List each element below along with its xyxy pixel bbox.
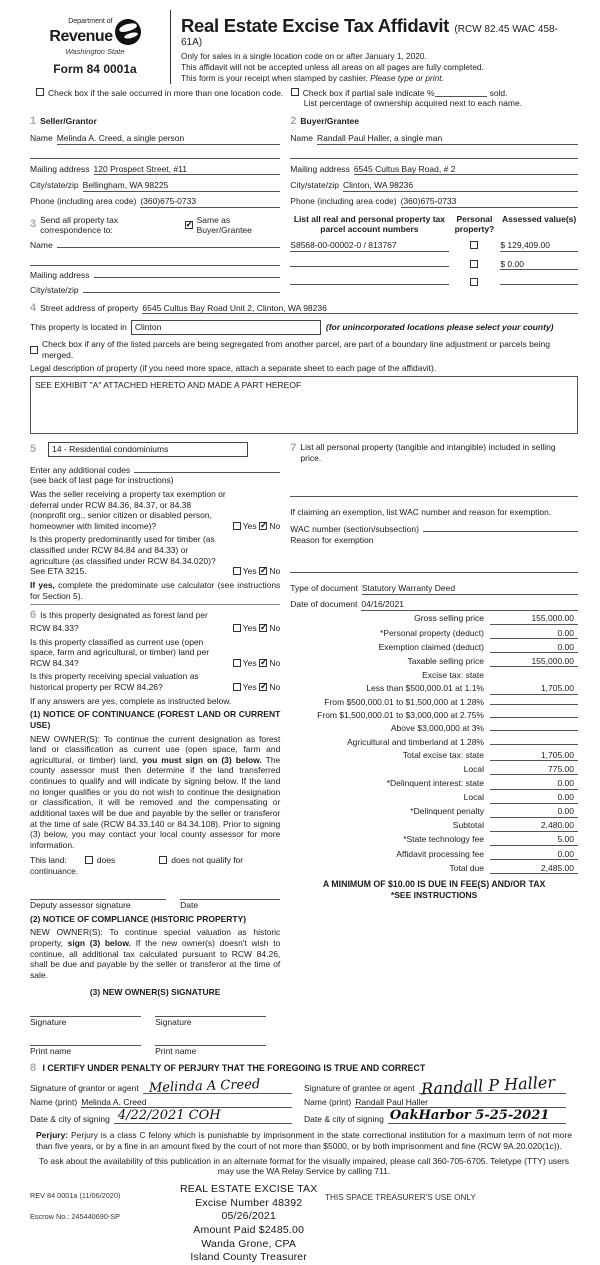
if-yes-note-bold: If yes,	[30, 579, 55, 590]
tax-row-label: Less than $500,000.01 at 1.1%	[366, 683, 484, 694]
tax-row-label: Exemption claimed (deduct)	[378, 641, 484, 652]
current-use-no-checkbox[interactable]: ✓	[260, 656, 268, 667]
new-owner-signature-field-2[interactable]	[155, 1005, 266, 1017]
grantor-signature-handwriting: Melinda A Creed	[148, 1076, 261, 1096]
multiple-location-label: Check box if the sale occurred in more than one location code.	[48, 87, 284, 98]
grantor-print-name-label: Name (print)	[30, 1096, 78, 1107]
grantee-date-city-label: Date & city of signing	[304, 1113, 384, 1124]
stamp-cashier-name: Wanda Grone, CPA	[201, 1237, 297, 1250]
grantee-print-name-label: Name (print)	[304, 1096, 352, 1107]
correspondence-mailing-label: Mailing address	[30, 270, 90, 281]
new-owner-print-name-field-1[interactable]	[30, 1034, 141, 1046]
seller-phone-field[interactable]: (360)675-0733	[140, 196, 280, 208]
assessed-value-field-1[interactable]: $ 129,409.00	[500, 240, 578, 252]
buyer-name-label: Name	[290, 133, 313, 144]
grantee-date-handwriting: OakHarbor 5-25-2021	[389, 1108, 550, 1124]
segregated-checkbox[interactable]	[30, 346, 38, 354]
additional-codes-note: (see back of last page for instructions)	[30, 475, 174, 486]
revenue-wordmark: Revenue	[49, 27, 113, 45]
new-owners-signature-title: (3) NEW OWNER(S) SIGNATURE	[89, 986, 221, 997]
timber-no-checkbox[interactable]: ✓	[260, 565, 268, 576]
print-name-label: Print name	[155, 1045, 197, 1056]
treasurer-use-label: THIS SPACE TREASURER'S USE ONLY	[325, 1192, 476, 1202]
ownership-percent-note: List percentage of ownership acquired next to each name.	[303, 98, 523, 109]
personal-property-header: Personal property?	[454, 213, 495, 235]
additional-codes-label: Enter any additional codes	[30, 464, 131, 475]
buyer-mailing-field[interactable]: 6545 Cultus Bay Road, # 2	[354, 164, 578, 176]
no-label: No	[269, 657, 281, 668]
grantee-signature-label: Signature of grantee or agent	[304, 1083, 415, 1094]
tax-row-label: *State technology fee	[403, 834, 484, 845]
personal-property-list-field[interactable]	[290, 487, 578, 497]
washington-state-label: Washington State	[65, 46, 125, 56]
type-or-print-note: Please type or print.	[370, 73, 444, 84]
partial-sale-percent-field[interactable]	[435, 88, 487, 97]
if-yes-note: complete the predominate use calculator (see instructions for Section 5).	[30, 579, 281, 601]
total-due-field[interactable]: 2,485.00	[490, 863, 578, 875]
multiple-location-checkbox[interactable]	[36, 88, 44, 96]
buyer-name-field[interactable]: Randall Paul Haller, a single man	[317, 133, 578, 145]
excise-tax-state-heading: Excise tax: state	[422, 669, 484, 680]
timber-agriculture-question: Is this property predominantly used for timber (as classified under RCW 84.84 and 84.33) or agriculture (as classified under RCW 84.34.020)? See ETA 3215.	[30, 534, 216, 577]
section-1-number: 1	[30, 114, 37, 127]
no-label: No	[269, 682, 281, 693]
seller-mailing-field[interactable]: 120 Prospect Street, #11	[94, 164, 281, 176]
partial-sale-label: Check box if partial sale indicate %	[302, 87, 435, 98]
section-8-number: 8	[30, 1062, 37, 1075]
stamp-amount-paid: Amount Paid $2485.00	[193, 1223, 305, 1236]
does-label: does	[96, 854, 116, 865]
seller-phone-label: Phone (including area code)	[30, 196, 137, 207]
tax-correspondence-label: Send all property tax correspondence to:	[40, 214, 119, 236]
exemption-deferral-question: Was the seller receiving a property tax exemption or deferral under RCW 84.36, 84.37, or 84.38 (nonprofit org., senior citizen or disabled person, homeowner with limited income)?	[30, 488, 226, 531]
same-as-buyer-checkbox[interactable]: ✓	[185, 219, 194, 230]
exemption-no-checkbox[interactable]: ✓	[260, 519, 268, 530]
tax-row-label: Total due	[449, 862, 484, 873]
header-note-1: Only for sales in a single location code on or after January 1, 2020.	[181, 50, 427, 61]
segregated-label: Check box if any of the listed parcels are being segregated from another parcel, are part of a boundary line adjustment or parcels being merged.	[42, 339, 550, 360]
personal-property-deduct-field[interactable]: 0.00	[490, 628, 578, 640]
land-does-qualify-checkbox[interactable]	[85, 856, 93, 864]
taxable-selling-price-field[interactable]: 155,000.00	[490, 656, 578, 668]
parcel-row	[290, 240, 578, 252]
correspondence-name-label: Name	[30, 240, 53, 251]
stamp-title: REAL ESTATE EXCISE TAX	[180, 1182, 318, 1195]
buyer-city-field[interactable]: Clinton, WA 98236	[343, 180, 578, 192]
seller-city-label: City/state/zip	[30, 179, 79, 190]
notice-continuance-title: (1) NOTICE OF CONTINUANCE (FOREST LAND OR CURRENT USE)	[30, 709, 281, 730]
yes-label: Yes	[242, 566, 257, 577]
type-of-document-field[interactable]: Statutory Warranty Deed	[362, 583, 578, 595]
buyer-phone-label: Phone (including area code)	[290, 196, 397, 207]
section-5-number: 5	[30, 442, 37, 455]
notice-compliance-body: NEW OWNER(S): To continue special valuation as historic property, sign (3) below. If the new owner(s) doesn't wish to continue, all additional tax calculated pursuant to RCW 84.26, shall be due and payable by the seller or transferor at the time of sale.	[30, 927, 281, 980]
section-6-number: 6	[30, 609, 37, 622]
property-located-label: This property is located in	[30, 322, 127, 333]
section-7-number: 7	[290, 442, 297, 455]
buyer-mailing-label: Mailing address	[290, 163, 350, 174]
land-use-code-select[interactable]: 14 - Residential condominiums	[48, 442, 248, 457]
dor-logo-icon	[115, 19, 141, 45]
assessed-value-header: Assessed value(s)	[502, 213, 577, 224]
parcel-numbers-header: List all real and personal property tax parcel account numbers	[293, 213, 445, 235]
seller-mailing-label: Mailing address	[30, 163, 90, 174]
seller-grantor-heading: Seller/Grantor	[40, 115, 97, 126]
yes-label: Yes	[242, 657, 257, 668]
parcel-row	[290, 275, 578, 288]
date-of-document-label: Date of document	[290, 599, 358, 610]
header-note-3: This form is your receipt when stamped by cashier.	[181, 73, 371, 84]
land-does-not-qualify-checkbox[interactable]	[159, 856, 167, 864]
deputy-assessor-signature-field[interactable]	[30, 888, 166, 900]
buyer-grantee-heading: Buyer/Grantee	[300, 115, 360, 126]
buyer-phone-field[interactable]: (360)675-0733	[401, 196, 578, 208]
reason-exemption-field[interactable]	[290, 563, 578, 573]
parcel-table-header	[290, 214, 578, 235]
stamp-treasurer-title: Island County Treasurer	[190, 1251, 308, 1264]
forest-no-checkbox[interactable]: ✓	[260, 621, 268, 632]
section-4-number: 4	[30, 301, 37, 314]
header-note-2: This affidavit will not be accepted unless all areas on all pages are fully completed.	[181, 61, 484, 72]
historic-property-question: Is this property receiving special valuation as historical property per RCW 84.26?	[30, 671, 199, 693]
grantor-date-handwriting: 4/22/2021 COH	[117, 1108, 221, 1124]
perjury-statement: Perjury: Perjury is a class C felony which is punishable by imprisonment in the state correctional institution for a maximum term of not more than five years, or by a fine in an amount fixed by the court of not more than $5000, or by both imprisonment and fine (RCW 9A.20.020(1c)).	[36, 1130, 572, 1152]
gross-selling-price-field[interactable]: 155,000.00	[490, 613, 578, 625]
tier3-tax-field[interactable]	[490, 717, 578, 718]
grantor-print-name-field[interactable]: Melinda A. Creed	[81, 1097, 292, 1109]
local-tax-field[interactable]: 775.00	[490, 764, 578, 776]
buyer-name-field-2[interactable]	[290, 149, 578, 159]
assessed-value-field-3[interactable]	[500, 275, 578, 285]
grantor-signature-field[interactable]	[143, 1076, 292, 1096]
section-3-number: 3	[30, 218, 37, 231]
grantor-date-city-field[interactable]	[114, 1108, 292, 1124]
tax-row-label: *Personal property (deduct)	[380, 627, 484, 638]
personal-property-checkbox-2[interactable]	[470, 260, 478, 268]
street-address-field[interactable]: 6545 Cultus Bay Road Unit 2, Clinton, WA 98236	[142, 303, 578, 315]
seller-name-field-2[interactable]	[30, 149, 280, 159]
tax-row-label: Above $3,000,000 at 3%	[390, 723, 484, 734]
seller-city-field[interactable]: Bellingham, WA 98225	[83, 180, 281, 192]
tax-row-label: *Delinquent interest: state	[386, 777, 484, 788]
notice-continuance-body: NEW OWNER(S): To continue the current designation as forest land or classification as current use (open space, farm and agricultural, or timber) land, you must sign on (3) below. The county assessor must then determine if the land transferred continues to qualify and will indicate by signing below. If the land no longer qualifies or you do not wish to continue the designation or classification, it will be removed and the compensating or additional taxes will be due and payable by the seller or transferor at the time of sale (RCW 84.33.140 or 84.34.108). Prior to signing (3) below, you may contact your local county assessor for more information.	[30, 733, 281, 850]
tax-row-label: Taxable selling price	[407, 655, 484, 666]
assessed-value-field-2[interactable]: $ 0.00	[500, 259, 578, 271]
parcel-number-field-1[interactable]: S8568-00-00002-0 / 813767	[290, 240, 448, 252]
minimum-due-note: A MINIMUM OF $10.00 IS DUE IN FEE(S) AND/OR TAX	[322, 879, 546, 890]
no-label: No	[269, 566, 281, 577]
signature-label: Signature	[30, 1017, 67, 1028]
same-as-buyer-label: Same as Buyer/Grantee	[196, 214, 252, 236]
tax-computation-column	[290, 442, 578, 1056]
seller-name-field[interactable]: Melinda A. Creed, a single person	[57, 133, 281, 145]
total-excise-state-field[interactable]: 1,705.00	[490, 750, 578, 762]
tax-row-label: Gross selling price	[414, 613, 484, 624]
stamp-date: 05/26/2021	[221, 1210, 276, 1223]
county-select[interactable]: Clinton	[131, 320, 321, 335]
tax-row-label: From $1,500,000.01 to $3,000,000 at 2.75%	[317, 710, 484, 721]
timber-yes-checkbox[interactable]	[233, 567, 241, 575]
additional-codes-field[interactable]	[134, 472, 280, 473]
no-label: No	[269, 622, 281, 633]
treasurer-stamp	[180, 1183, 317, 1265]
grantor-signature-label: Signature of grantor or agent	[30, 1083, 139, 1094]
use-classification-column	[30, 442, 290, 1056]
form-header	[30, 10, 578, 84]
yes-label: Yes	[242, 622, 257, 633]
alternate-format-note: To ask about the availability of this publication in an alternate format for the visually impaired, please call 360-705-6705. Teletype (TTY) users may use the WA Relay Service by calling 711.	[39, 1155, 569, 1177]
parcel-number-field-3[interactable]	[290, 275, 448, 285]
continuance-label: continuance.	[30, 865, 79, 876]
historic-yes-checkbox[interactable]	[233, 683, 241, 691]
legal-description-label: Legal description of property (if you need more space, attach a separate sheet to each page of the affidavit).	[30, 363, 437, 374]
header-divider	[170, 10, 171, 84]
no-label: No	[269, 520, 281, 531]
seller-column	[30, 115, 290, 296]
sold-label: sold.	[489, 87, 508, 98]
date-of-document-field[interactable]: 04/16/2021	[361, 599, 578, 611]
wac-number-field[interactable]	[423, 531, 578, 532]
escrow-number: Escrow No.: 245440690-SP	[30, 1212, 121, 1222]
grantee-date-city-field[interactable]	[388, 1108, 566, 1124]
buyer-city-label: City/state/zip	[290, 179, 339, 190]
rcw-reference: (RCW 82.45 WAC 458-61A)	[181, 24, 558, 49]
this-land-label: This land:	[30, 854, 67, 865]
tax-row-label: Affidavit processing fee	[396, 848, 484, 859]
exemption-claimed-field[interactable]: 0.00	[490, 642, 578, 654]
notice-compliance-title: (2) NOTICE OF COMPLIANCE (HISTORIC PROPERTY)	[30, 913, 247, 924]
state-technology-fee-field[interactable]: 5.00	[490, 834, 578, 846]
exemption-yes-checkbox[interactable]	[233, 522, 241, 530]
form-title: Real Estate Excise Tax Affidavit	[181, 15, 450, 36]
buyer-column	[290, 115, 578, 296]
personal-property-checkbox-1[interactable]	[470, 241, 478, 249]
tax-row-label: Local	[463, 792, 484, 803]
forest-land-question: Is this property designated as forest land per RCW 84.33?	[30, 610, 208, 633]
forest-yes-checkbox[interactable]	[233, 624, 241, 632]
correspondence-city-label: City/state/zip	[30, 285, 79, 296]
signature-label: Signature	[155, 1017, 192, 1028]
print-name-label: Print name	[30, 1045, 72, 1056]
correspondence-mailing-field[interactable]	[94, 277, 281, 278]
new-owner-signature-field-1[interactable]	[30, 1005, 141, 1017]
tax-row-label: Total excise tax: state	[402, 749, 484, 760]
agricultural-timberland-field[interactable]	[490, 744, 578, 745]
form-number: Form 84 0001a	[53, 62, 137, 77]
seller-name-label: Name	[30, 133, 53, 144]
see-instructions-note: *SEE INSTRUCTIONS	[390, 890, 478, 901]
delinquent-penalty-field[interactable]: 0.00	[490, 806, 578, 818]
grantee-print-name-field[interactable]: Randall Paul Haller	[355, 1097, 566, 1109]
parcel-number-field-2[interactable]	[290, 257, 448, 267]
unincorporated-note: (for unincorporated locations please select your county)	[325, 322, 554, 333]
personal-property-checkbox-3[interactable]	[470, 278, 478, 286]
type-of-document-label: Type of document	[290, 583, 358, 594]
tier4-tax-field[interactable]	[490, 730, 578, 731]
grantee-signature-field[interactable]	[419, 1072, 566, 1099]
current-use-yes-checkbox[interactable]	[233, 659, 241, 667]
agency-block	[30, 10, 160, 84]
reason-exemption-label: Reason for exemption	[290, 534, 374, 545]
parcel-row	[290, 257, 578, 271]
tax-row-label: *Delinquent penalty	[410, 806, 484, 817]
tax-row-label: From $500,000.01 to $1,500,000 at 1.28%	[324, 697, 484, 708]
historic-no-checkbox[interactable]: ✓	[260, 681, 268, 692]
current-use-question: Is this property classified as current use (open space, farm and agricultural, or timber) land per RCW 84.34?	[30, 636, 210, 668]
tax-row-label: Local	[463, 763, 484, 774]
correspondence-name-field[interactable]	[57, 247, 281, 248]
grantee-signature-handwriting: Randall P Haller	[420, 1072, 556, 1099]
tier2-tax-field[interactable]	[490, 704, 578, 705]
dept-of-label: Department of	[68, 18, 113, 25]
correspondence-city-field[interactable]	[83, 292, 281, 293]
assessor-date-field[interactable]	[180, 888, 280, 900]
subtotal-field[interactable]: 2,480.00	[490, 820, 578, 832]
correspondence-name-field-2[interactable]	[30, 256, 280, 266]
does-not-qualify-label: does not qualify for	[171, 854, 244, 865]
new-owner-print-name-field-2[interactable]	[155, 1034, 266, 1046]
answers-yes-note: If any answers are yes, complete as instructed below.	[30, 695, 232, 706]
deputy-assessor-signature-label: Deputy assessor signature	[30, 900, 131, 911]
grantor-date-city-label: Date & city of signing	[30, 1113, 110, 1124]
delinquent-interest-state-field[interactable]: 0.00	[490, 778, 578, 790]
certify-statement: I CERTIFY UNDER PENALTY OF PERJURY THAT THE FOREGOING IS TRUE AND CORRECT	[42, 1063, 426, 1074]
legal-description-field[interactable]: SEE EXHIBIT "A" ATTACHED HERETO AND MADE A PART HEREOF	[30, 376, 578, 434]
tax-row-label: Agricultural and timberland at 1.28%	[346, 736, 484, 747]
assessor-date-label: Date	[180, 900, 199, 911]
tier1-tax-field[interactable]: 1,705.00	[490, 683, 578, 695]
yes-label: Yes	[242, 682, 257, 693]
personal-property-list-label: List all personal property (tangible and intangible) included in selling price.	[300, 442, 556, 463]
stamp-excise-number: Excise Number 48392	[195, 1196, 303, 1209]
rev-number: REV 84 0001a (11/06/2020)	[30, 1190, 121, 1200]
section-2-number: 2	[290, 114, 297, 127]
affidavit-processing-fee-field[interactable]: 0.00	[490, 849, 578, 861]
street-address-label: Street address of property	[40, 302, 139, 313]
exemption-wac-note: If claiming an exemption, list WAC number and reason for exemption.	[290, 507, 552, 518]
yes-label: Yes	[242, 520, 257, 531]
partial-sale-checkbox[interactable]	[291, 88, 299, 96]
delinquent-interest-local-field[interactable]: 0.00	[490, 792, 578, 804]
wac-number-label: WAC number (section/subsection)	[290, 523, 419, 534]
tax-row-label: Subtotal	[452, 820, 484, 831]
